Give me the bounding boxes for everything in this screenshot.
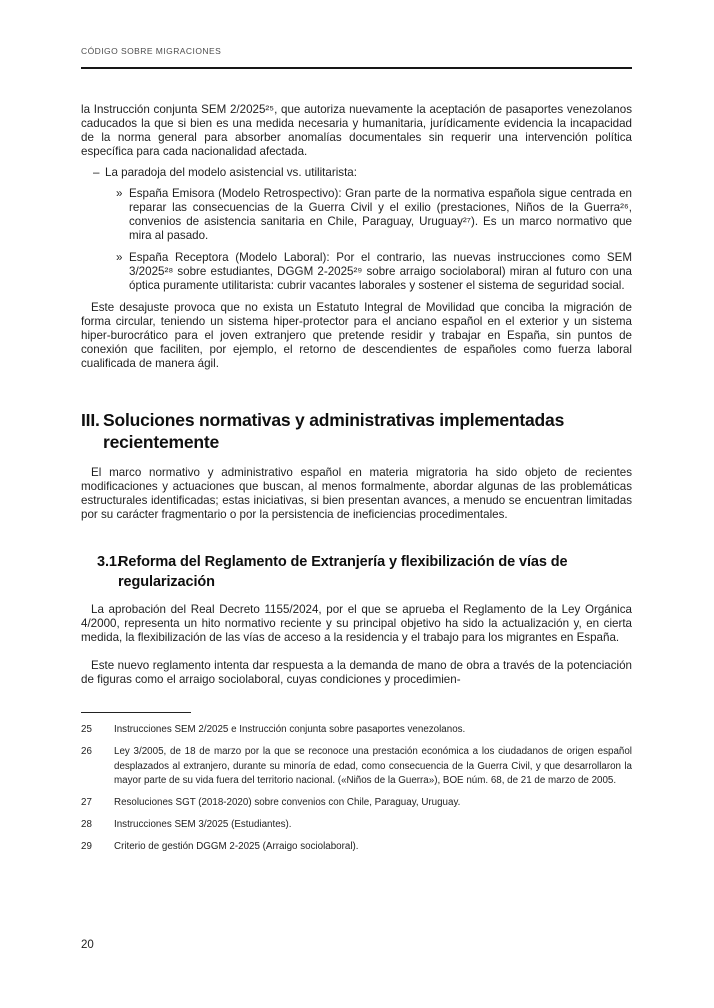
footnote [81, 840, 632, 855]
list-subitem-text: España Emisora (Modelo Retrospectivo): Gran parte de la normativa española sigue centrada en reparar las consecuencias de la Guerra Civil y el exilio (prestaciones, Niños de la Guerra²⁶, convenios de asistencia sanitaria en Chile, Paraguay, Uruguay²⁷). Es un marco normativo que mira al pasado. [129, 187, 632, 242]
footnote [81, 796, 632, 811]
guillemet-bullet-marker: » [116, 187, 123, 200]
paragraph: Este nuevo reglamento intenta dar respuesta a la demanda de mano de obra a través de la potenciación de figuras como el arraigo sociolaboral, cuyas condiciones y procedimien- [81, 659, 632, 686]
footnotes [81, 723, 632, 855]
footnote-number: 25 [81, 724, 92, 735]
list-item-dash [81, 166, 632, 180]
paragraph: La aprobación del Real Decreto 1155/2024, por el que se aprueba el Reglamento de la Ley Orgánica 4/2000, representa un hito normativo reciente y su principal objetivo ha sido la actualización y, en cierta medida, la flexibilización de las vías de acceso a la residencia y el trabajo para los migrantes en España. [81, 603, 632, 644]
subsection-title: Reforma del Reglamento de Extranjería y flexibilización de vías de regularización [118, 554, 568, 590]
subsection-heading [97, 552, 632, 592]
dash-bullet-marker: – [93, 166, 100, 179]
footnote-number: 29 [81, 840, 92, 852]
list-subitem [81, 251, 632, 293]
paragraph: El marco normativo y administrativo español en materia migratoria ha sido objeto de recientes modificaciones y actuaciones que buscan, al menos formalmente, abordar algunas de las problemáticas estructurales identificadas; estas iniciativas, si bien presentan avances, a menudo se encuentran limitadas por su carácter fragmentario o por la persistencia de ineficiencias procedimentales. [81, 466, 632, 521]
footnote-separator-rule [81, 712, 191, 713]
footnote-number: 28 [81, 818, 92, 830]
section-number: III. [81, 410, 100, 430]
footnote-text: Ley 3/2005, de 18 de marzo por la que se reconoce una prestación económica a los ciudadanos de origen español desplazados al extranjero, durante su minoría de edad, como consecuencia de la Guerra Civil, y que desarrollaron la mayor parte de su vida fuera del territorio nacional. («Niños de la Guerra»), BOE núm. 68, de 21 de marzo de 2005. [114, 745, 632, 787]
body-text [81, 103, 632, 855]
footnote-text: Instrucciones SEM 2/2025 e Instrucción conjunta sobre pasaportes venezolanos. [114, 724, 466, 735]
footnote [81, 818, 632, 833]
footnote [81, 745, 632, 789]
footnote-text: Criterio de gestión DGGM 2-2025 (Arraigo sociolaboral). [114, 840, 359, 852]
subsection-number: 3.1. [97, 554, 121, 570]
footnote-number: 27 [81, 797, 92, 809]
section-title: Soluciones normativas y administrativas implementadas recientemente [103, 410, 565, 452]
footnote-text: Instrucciones SEM 3/2025 (Estudiantes). [114, 818, 292, 830]
page-number: 20 [81, 939, 94, 951]
footnote-text: Resoluciones SGT (2018-2020) sobre convenios con Chile, Paraguay, Uruguay. [114, 797, 461, 809]
footnote [81, 723, 632, 738]
list-subitem-text: España Receptora (Modelo Laboral): Por el contrario, las nuevas instrucciones como SEM 3/2025²⁸ sobre estudiantes, DGGM 2-2025²⁹ sobre arraigo sociolaboral) miran al futuro con una óptica puramente utilitarista: cubrir vacantes laborales y sostener el sistema de seguridad social. [129, 251, 632, 292]
guillemet-bullet-marker: » [116, 251, 123, 264]
footnote-number: 26 [81, 745, 92, 757]
page-content [81, 0, 632, 862]
running-header [81, 0, 632, 69]
list-item-text: La paradoja del modelo asistencial vs. utilitarista: [105, 166, 357, 179]
running-header-label: CÓDIGO SOBRE MIGRACIONES [81, 46, 222, 56]
section-heading [81, 409, 632, 453]
paragraph: Este desajuste provoca que no exista un Estatuto Integral de Movilidad que conciba la migración de forma circular, teniendo un sistema hiper-protector para el anciano español en el exterior y un sistema hiper-burocrático para el joven extranjero que pretende residir y trabajar en España, sin puntos de conexión que faciliten, por ejemplo, el retorno de descendientes de españoles como fuerza laboral cualificada de manera ágil. [81, 301, 632, 370]
list-subitem [81, 187, 632, 243]
paragraph-continuation: la Instrucción conjunta SEM 2/2025²⁵, que autoriza nuevamente la aceptación de pasaportes venezolanos caducados la que si bien es una medida necesaria y humanitaria, jurídicamente evidencia la incapacidad de la norma general para absorber anomalías documentales sin requerir una intervención política específica para cada nacionalidad afectada. [81, 103, 632, 158]
